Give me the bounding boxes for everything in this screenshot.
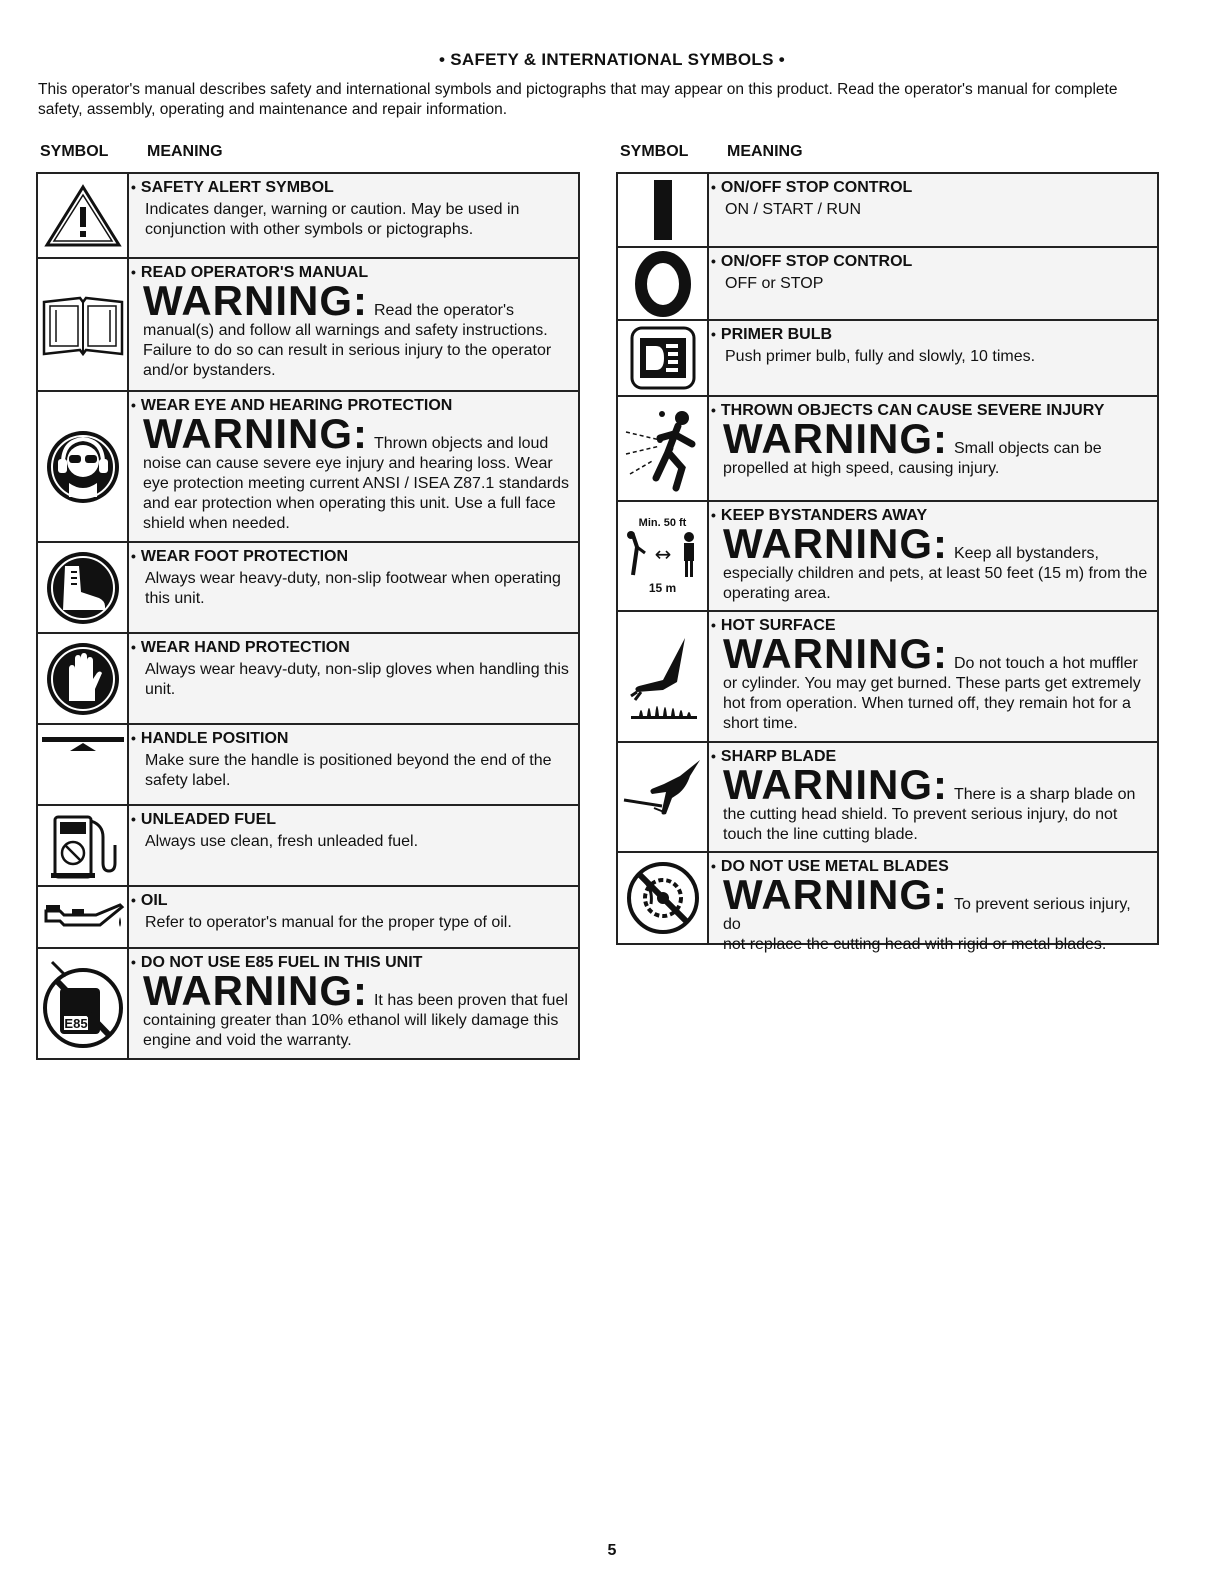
row-heading: • WEAR FOOT PROTECTION [131,548,349,565]
row-description: Indicates danger, warning or caution. May be used in conjunction with other symbols or pictographs. [145,201,520,238]
eye-hearing-protection-icon [38,392,129,541]
table-row [38,887,578,949]
warning-block: WARNING: Read the operator's manual(s) and follow all warnings and safety instructions. Failure to do so can result in serious injury to the operator and/or bystanders. [143,277,552,379]
warning-word: WARNING: [723,630,948,677]
warning-word: WARNING: [723,415,948,462]
primer-bulb-icon [618,321,709,395]
min-distance-label: Min. 50 ft [638,517,687,529]
row-heading: • SHARP BLADE [711,748,837,765]
row-description: Make sure the handle is positioned beyond the end of the safety label. [145,752,552,789]
table-row [618,248,1157,321]
oil-can-icon [38,887,129,947]
row-heading: • PRIMER BULB [711,326,833,343]
warning-word: WARNING: [723,871,948,918]
table-row [38,725,578,806]
table-row [38,174,578,259]
table-row [618,743,1157,853]
warning-word: WARNING: [143,277,368,324]
row-heading: • THROWN OBJECTS CAN CAUSE SEVERE INJURY [711,402,1105,419]
row-description: Always wear heavy-duty, non-slip footwear when operating this unit. [145,570,561,607]
row-heading: • WEAR EYE AND HEARING PROTECTION [131,397,453,414]
table-row [38,543,578,634]
symbol-header: SYMBOL [620,143,689,160]
warning-block: WARNING: Do not touch a hot muffler or cylinder. You may get burned. These parts get extremely hot from operation. When turned off, they remain hot for a short time. [723,630,1141,732]
table-row [618,502,1157,612]
page-title: • SAFETY & INTERNATIONAL SYMBOLS • [438,50,786,69]
warning-block: WARNING: Small objects can be propelled at high speed, causing injury. [723,415,1102,477]
svg-text:↔: ↔ [654,542,671,566]
table-row [618,174,1157,248]
row-description: ON / START / RUN [725,201,862,218]
row-description: Always wear heavy-duty, non-slip gloves when handling this unit. [145,661,569,698]
on-switch-icon [618,174,709,246]
thrown-objects-icon [618,397,709,500]
row-description: Always use clean, fresh unleaded fuel. [145,833,419,850]
meaning-header: MEANING [727,143,803,160]
row-heading: • OIL [131,892,168,909]
table-row [618,321,1157,397]
row-description: OFF or STOP [725,275,824,292]
row-heading: • DO NOT USE METAL BLADES [711,858,949,875]
table-row [38,392,578,543]
row-heading: • HOT SURFACE [711,617,836,634]
row-heading: • ON/OFF STOP CONTROL [711,253,913,270]
row-heading: • HANDLE POSITION [131,730,289,747]
warning-block: WARNING: There is a sharp blade on the cutting head shield. To prevent serious injury, do not touch the line cutting blade. [723,761,1136,843]
hand-protection-glove-icon [38,634,129,723]
off-switch-icon [618,248,709,319]
unleaded-fuel-pump-icon [38,806,129,885]
safety-alert-triangle-icon [38,174,129,257]
warning-word: WARNING: [723,761,948,808]
intro-paragraph: This operator's manual describes safety and international symbols and pictographs that may appear on this product. Read the operator's manual for complete safety, assembly, operating and maintenance and repair information. [38,81,1118,118]
warning-word: WARNING: [143,410,368,457]
no-metal-blades-icon [618,853,709,943]
no-e85-fuel-icon [38,949,129,1058]
row-heading: • KEEP BYSTANDERS AWAY [711,507,928,524]
table-row [38,634,578,725]
warning-word: WARNING: [143,967,368,1014]
row-description: Push primer bulb, fully and slowly, 10 times. [725,348,1036,365]
sharp-blade-icon [618,743,709,851]
e85-label: E85 [63,1015,88,1031]
table-row [38,259,578,392]
row-heading: • READ OPERATOR'S MANUAL [131,264,369,281]
right-symbol-table [616,172,1159,953]
page-number: 5 [607,1542,617,1559]
keep-bystanders-away-icon [618,502,709,610]
symbol-header: SYMBOL [40,143,109,160]
table-row [38,806,578,887]
warning-block: WARNING: Keep all bystanders, especially children and pets, at least 50 feet (15 m) from the operating area. [723,520,1148,602]
handle-position-icon [38,725,129,804]
table-row [618,853,1157,953]
left-symbol-table [36,172,580,1060]
table-row [618,397,1157,502]
warning-block: WARNING: It has been proven that fuel containing greater than 10% ethanol will likely damage this engine and void the warranty. [143,967,568,1049]
metric-distance-label: 15 m [648,581,677,595]
row-heading: • WEAR HAND PROTECTION [131,639,350,656]
table-row [618,612,1157,743]
operator-manual-book-icon [38,259,129,390]
row-heading: • SAFETY ALERT SYMBOL [131,179,334,196]
row-description: Refer to operator's manual for the proper type of oil. [145,914,512,931]
warning-block: WARNING: Thrown objects and loud noise can cause severe eye injury and hearing loss. Wear eye protection meeting current ANSI / ISEA Z87.1 standards and ear protection when operating this unit. Use a full face shield when needed. [143,410,570,532]
hot-surface-icon [618,612,709,741]
meaning-header: MEANING [147,143,223,160]
row-heading: • ON/OFF STOP CONTROL [711,179,913,196]
warning-word: WARNING: [723,520,948,567]
warning-block: WARNING: To prevent serious injury, do not replace the cutting head with rigid or metal blades. [723,871,1131,953]
row-heading: • DO NOT USE E85 FUEL IN THIS UNIT [131,954,423,971]
table-row [38,949,578,1060]
foot-protection-boot-icon [38,543,129,632]
row-heading: • UNLEADED FUEL [131,811,277,828]
